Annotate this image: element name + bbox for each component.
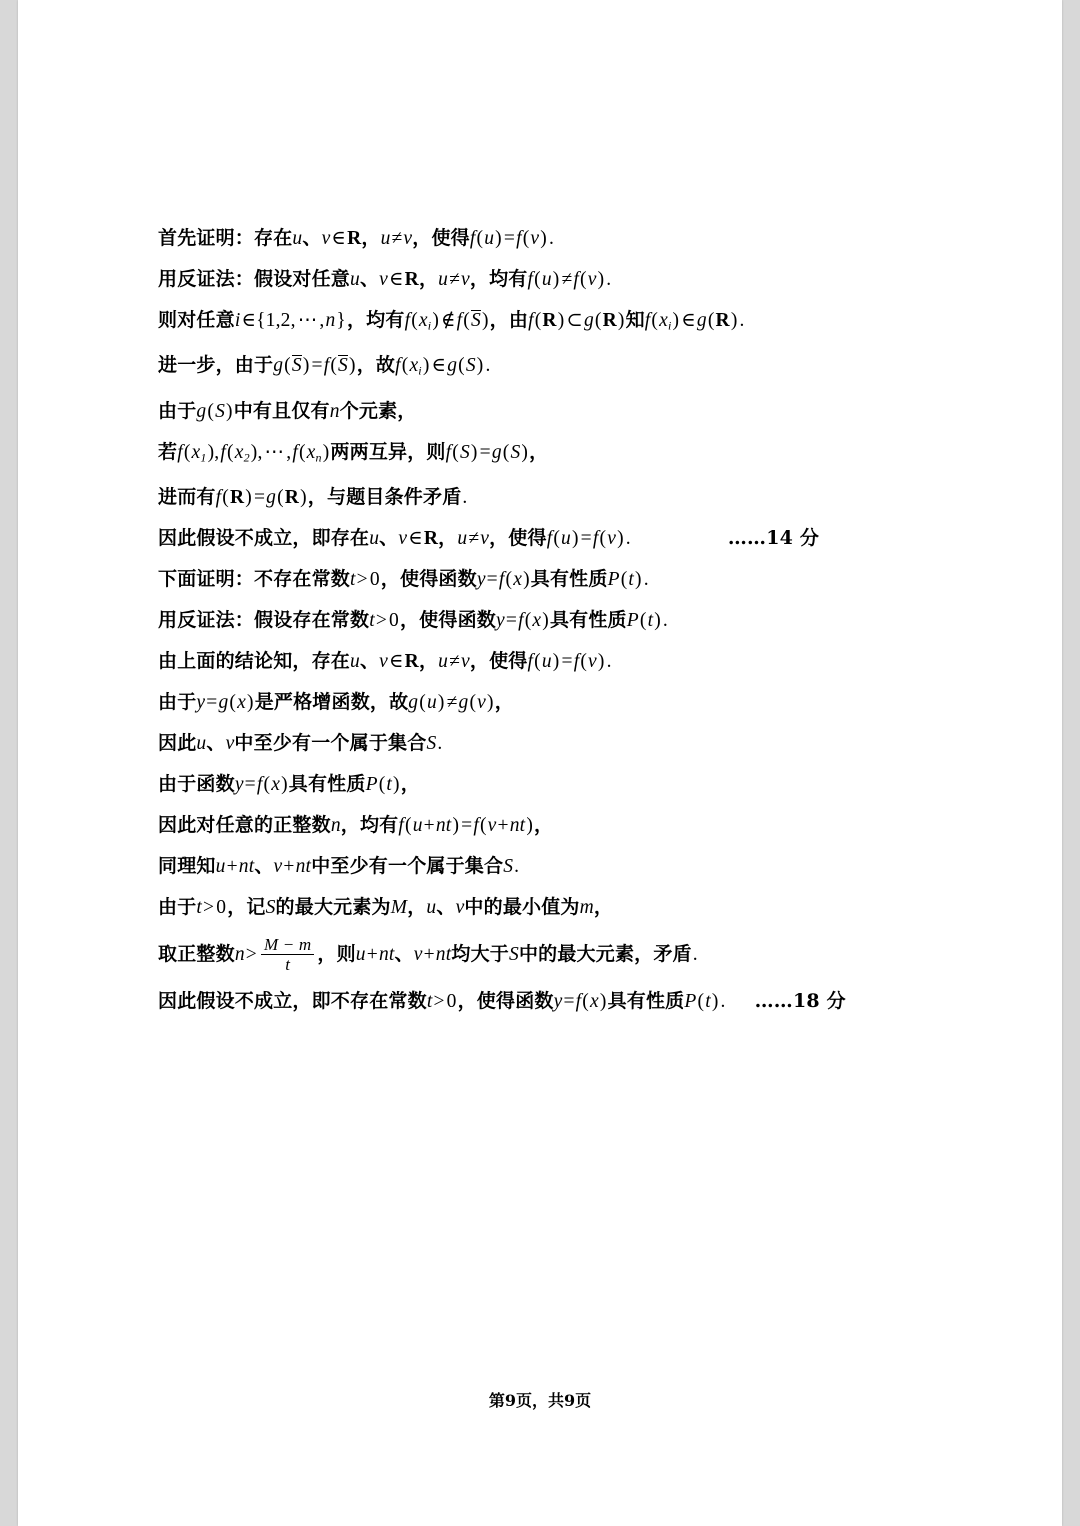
proof-line: 若$f(x_1),f(x_2)$, ⋯ $,f(x_n)$两两互异，则f(S) =g(S)， [158, 440, 549, 465]
fraction [261, 935, 314, 974]
proof-line: 因此u、v中至少有一个属于集合S. [158, 732, 443, 755]
proof-line-with-score: 因此假设不成立，即不存在常数t> 0，使得函数y=f(x)具有性质P(t) . ……18 分 [158, 981, 948, 1022]
proof-line: 用反证法：假设对任意u、v∈R，u≠v，均有f(u) ≠f(v) . [158, 268, 612, 290]
score-annotation: ……14 分 [727, 527, 820, 550]
proof-line: 由于y=g(x)是严格增函数，故g(u) ≠g(v)， [158, 691, 514, 714]
proof-line: 因此对任意的正整数n，均有f(u+nt) =f(v+nt)， [158, 814, 554, 837]
document-body [158, 218, 948, 1022]
proof-line-fraction: 取正整数n> $\frac{M - m}{t}$ ，则u+nt、v+nt均大于S中的最大元素，矛盾. [158, 935, 698, 975]
proof-line: 进而有f(R) =g(R)，与题目条件矛盾. [158, 486, 468, 509]
proof-line: 进一步，由于g(S) =f(S)，故$f(x_i)$ ∈g(S) . [158, 354, 491, 378]
proof-line: 用反证法：假设存在常数t> 0，使得函数y=f(x)具有性质P(t) . [158, 609, 668, 632]
proof-line: 则对任意i∈{1,2, ⋯ ,n}，均有$f(x_i)$ ∉f(S)，由f(R) ⊂g(R)知$f(x_i)$ ∈g(R) . [158, 309, 745, 333]
proof-line: 由于g(S)中有且仅有n个元素， [158, 399, 417, 422]
proof-line: 由于t> 0，记S的最大元素为M，u、v中的最小值为m， [158, 896, 614, 919]
proof-line: 同理知u+nt、v+nt中至少有一个属于集合S. [158, 855, 520, 878]
proof-line: 下面证明：不存在常数t> 0，使得函数y=f(x)具有性质P(t) . [158, 568, 649, 591]
score-annotation: ……18 分 [754, 990, 846, 1013]
proof-line: 首先证明：存在u、v∈R，u≠v，使得f(u) =f(v) . [158, 227, 555, 249]
proof-line: 由于函数y=f(x)具有性质P(t)， [158, 773, 420, 796]
fraction-numerator: M − m [263, 935, 312, 955]
fraction-denominator: t [261, 954, 314, 974]
page-footer: 第9页，共9页 [488, 1391, 592, 1410]
proof-line: 由上面的结论知，存在u、v∈R，u≠v，使得f(u) =f(v) . [158, 650, 612, 673]
document-page [18, 0, 1062, 1526]
proof-line-with-score: 因此假设不成立，即存在u、v∈R，u≠v，使得f(u) =f(v) . ……14 分 [158, 518, 948, 559]
